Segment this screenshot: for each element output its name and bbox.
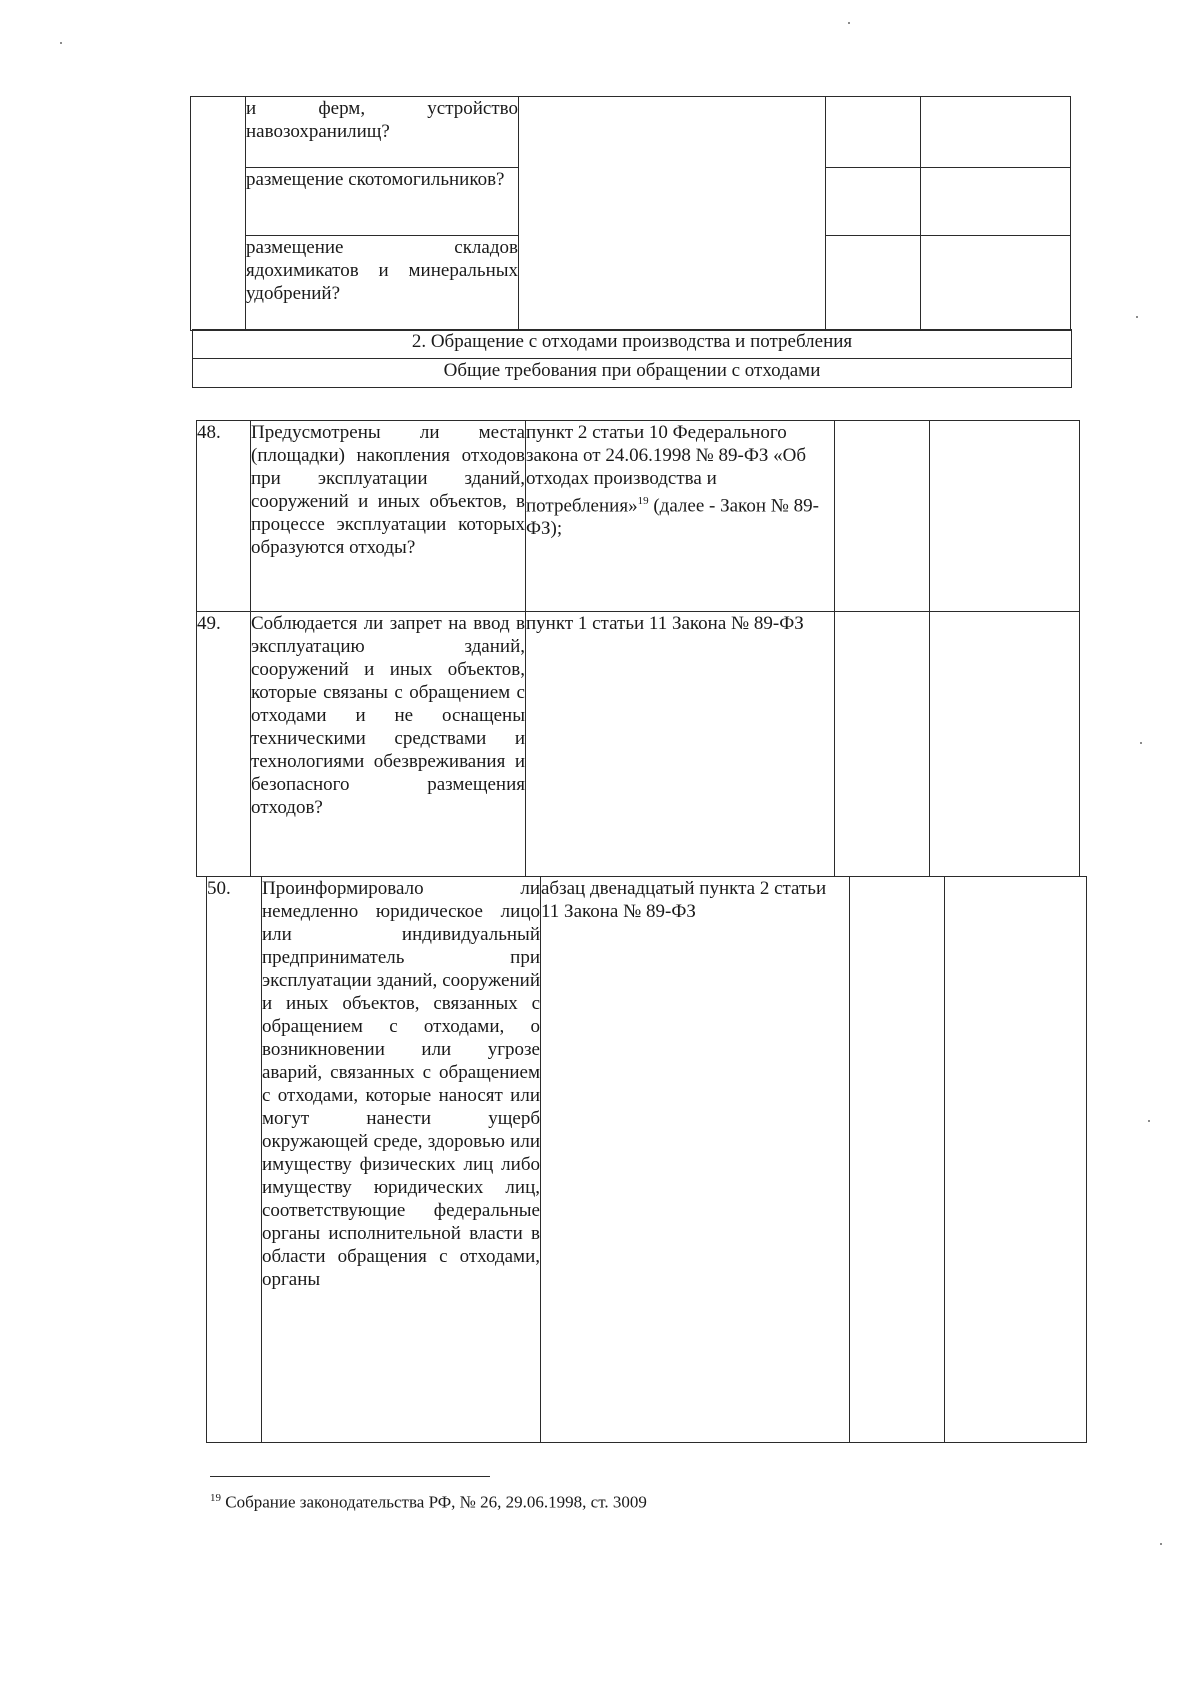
table-row <box>191 97 1071 168</box>
section-title-row <box>193 330 1072 359</box>
reference-cell: пункт 2 статьи 10 Федерального закона от 24.06.1998 № 89-ФЗ «Об отходах производства и потребления»$^{19}$ (далее - Закон № 89-ФЗ); <box>526 421 835 612</box>
footnote-mark: 19 <box>637 495 649 507</box>
answer-yes-cell <box>826 97 921 168</box>
table-row <box>197 421 1080 612</box>
scan-speck <box>60 42 62 44</box>
question-cell: Проинформировало ли немедленно юридическое лицо или индивидуальный предприниматель при эксплуатации зданий, сооружений и иных объектов, связанных с обращением с отходами, о возникновении или угрозе аварий, связанных с обращением с отходами, которые наносят или могут нанести ущерб окружающей среде, здоровью или имуществу физических лиц либо имуществу юридических лиц, соответствующие федеральные органы исполнительной власти в области обращения с отходами, органы <box>262 877 541 1443</box>
table-row <box>197 612 1080 877</box>
scan-speck <box>1148 1120 1150 1122</box>
answer-yes-cell <box>826 236 921 331</box>
scan-speck <box>1136 316 1138 318</box>
section-header-table <box>192 329 1072 388</box>
answer-no-cell <box>921 97 1071 168</box>
question-cell: Соблюдается ли запрет на ввод в эксплуатацию зданий, сооружений и иных объектов, которые связаны с обращением с отходами и не оснащены техническими средствами и технологиями обезвреживания и безопасного размещения отходов? <box>251 612 526 877</box>
row-number: 50. <box>207 877 262 1443</box>
scan-speck <box>848 22 850 24</box>
footnote-separator <box>210 1476 490 1477</box>
scan-speck <box>1160 1543 1162 1545</box>
answer-yes-cell <box>826 168 921 236</box>
answer-no-cell <box>930 421 1080 612</box>
question-cell: и ферм, устройство навозохранилищ? <box>246 97 519 168</box>
answer-yes-cell <box>835 421 930 612</box>
question-cell: размещение скотомогильников? <box>246 168 519 236</box>
section-subtitle: Общие требования при обращении с отходами <box>193 359 1072 388</box>
row-number: 48. <box>197 421 251 612</box>
reference-cell: пункт 1 статьи 11 Закона № 89-ФЗ <box>526 612 835 877</box>
section-title: 2. Обращение с отходами производства и потребления <box>193 330 1072 359</box>
answer-yes-cell <box>835 612 930 877</box>
table-row <box>207 877 1087 1443</box>
section-subtitle-row <box>193 359 1072 388</box>
answer-no-cell <box>921 168 1071 236</box>
checklist-table-continuation <box>190 96 1071 331</box>
question-cell: Предусмотрены ли места (площадки) накопления отходов при эксплуатации зданий, сооружений и иных объектов, в процессе эксплуатации которых образуются отходы? <box>251 421 526 612</box>
reference-cell <box>519 97 826 331</box>
footnote-mark: 19 <box>210 1492 221 1504</box>
footnote-text: Собрание законодательства РФ, № 26, 29.06.1998, ст. 3009 <box>221 1492 647 1512</box>
number-cell <box>191 97 246 331</box>
checklist-table <box>206 876 1087 1443</box>
question-cell: размещение складов ядохимикатов и минеральных удобрений? <box>246 236 519 331</box>
answer-yes-cell <box>850 877 945 1443</box>
scan-speck <box>1140 742 1142 744</box>
answer-no-cell <box>930 612 1080 877</box>
row-number: 49. <box>197 612 251 877</box>
footnote <box>210 1488 647 1513</box>
reference-cell: абзац двенадцатый пункта 2 статьи 11 Закона № 89-ФЗ <box>541 877 850 1443</box>
checklist-table <box>196 420 1080 877</box>
answer-no-cell <box>921 236 1071 331</box>
answer-no-cell <box>945 877 1087 1443</box>
